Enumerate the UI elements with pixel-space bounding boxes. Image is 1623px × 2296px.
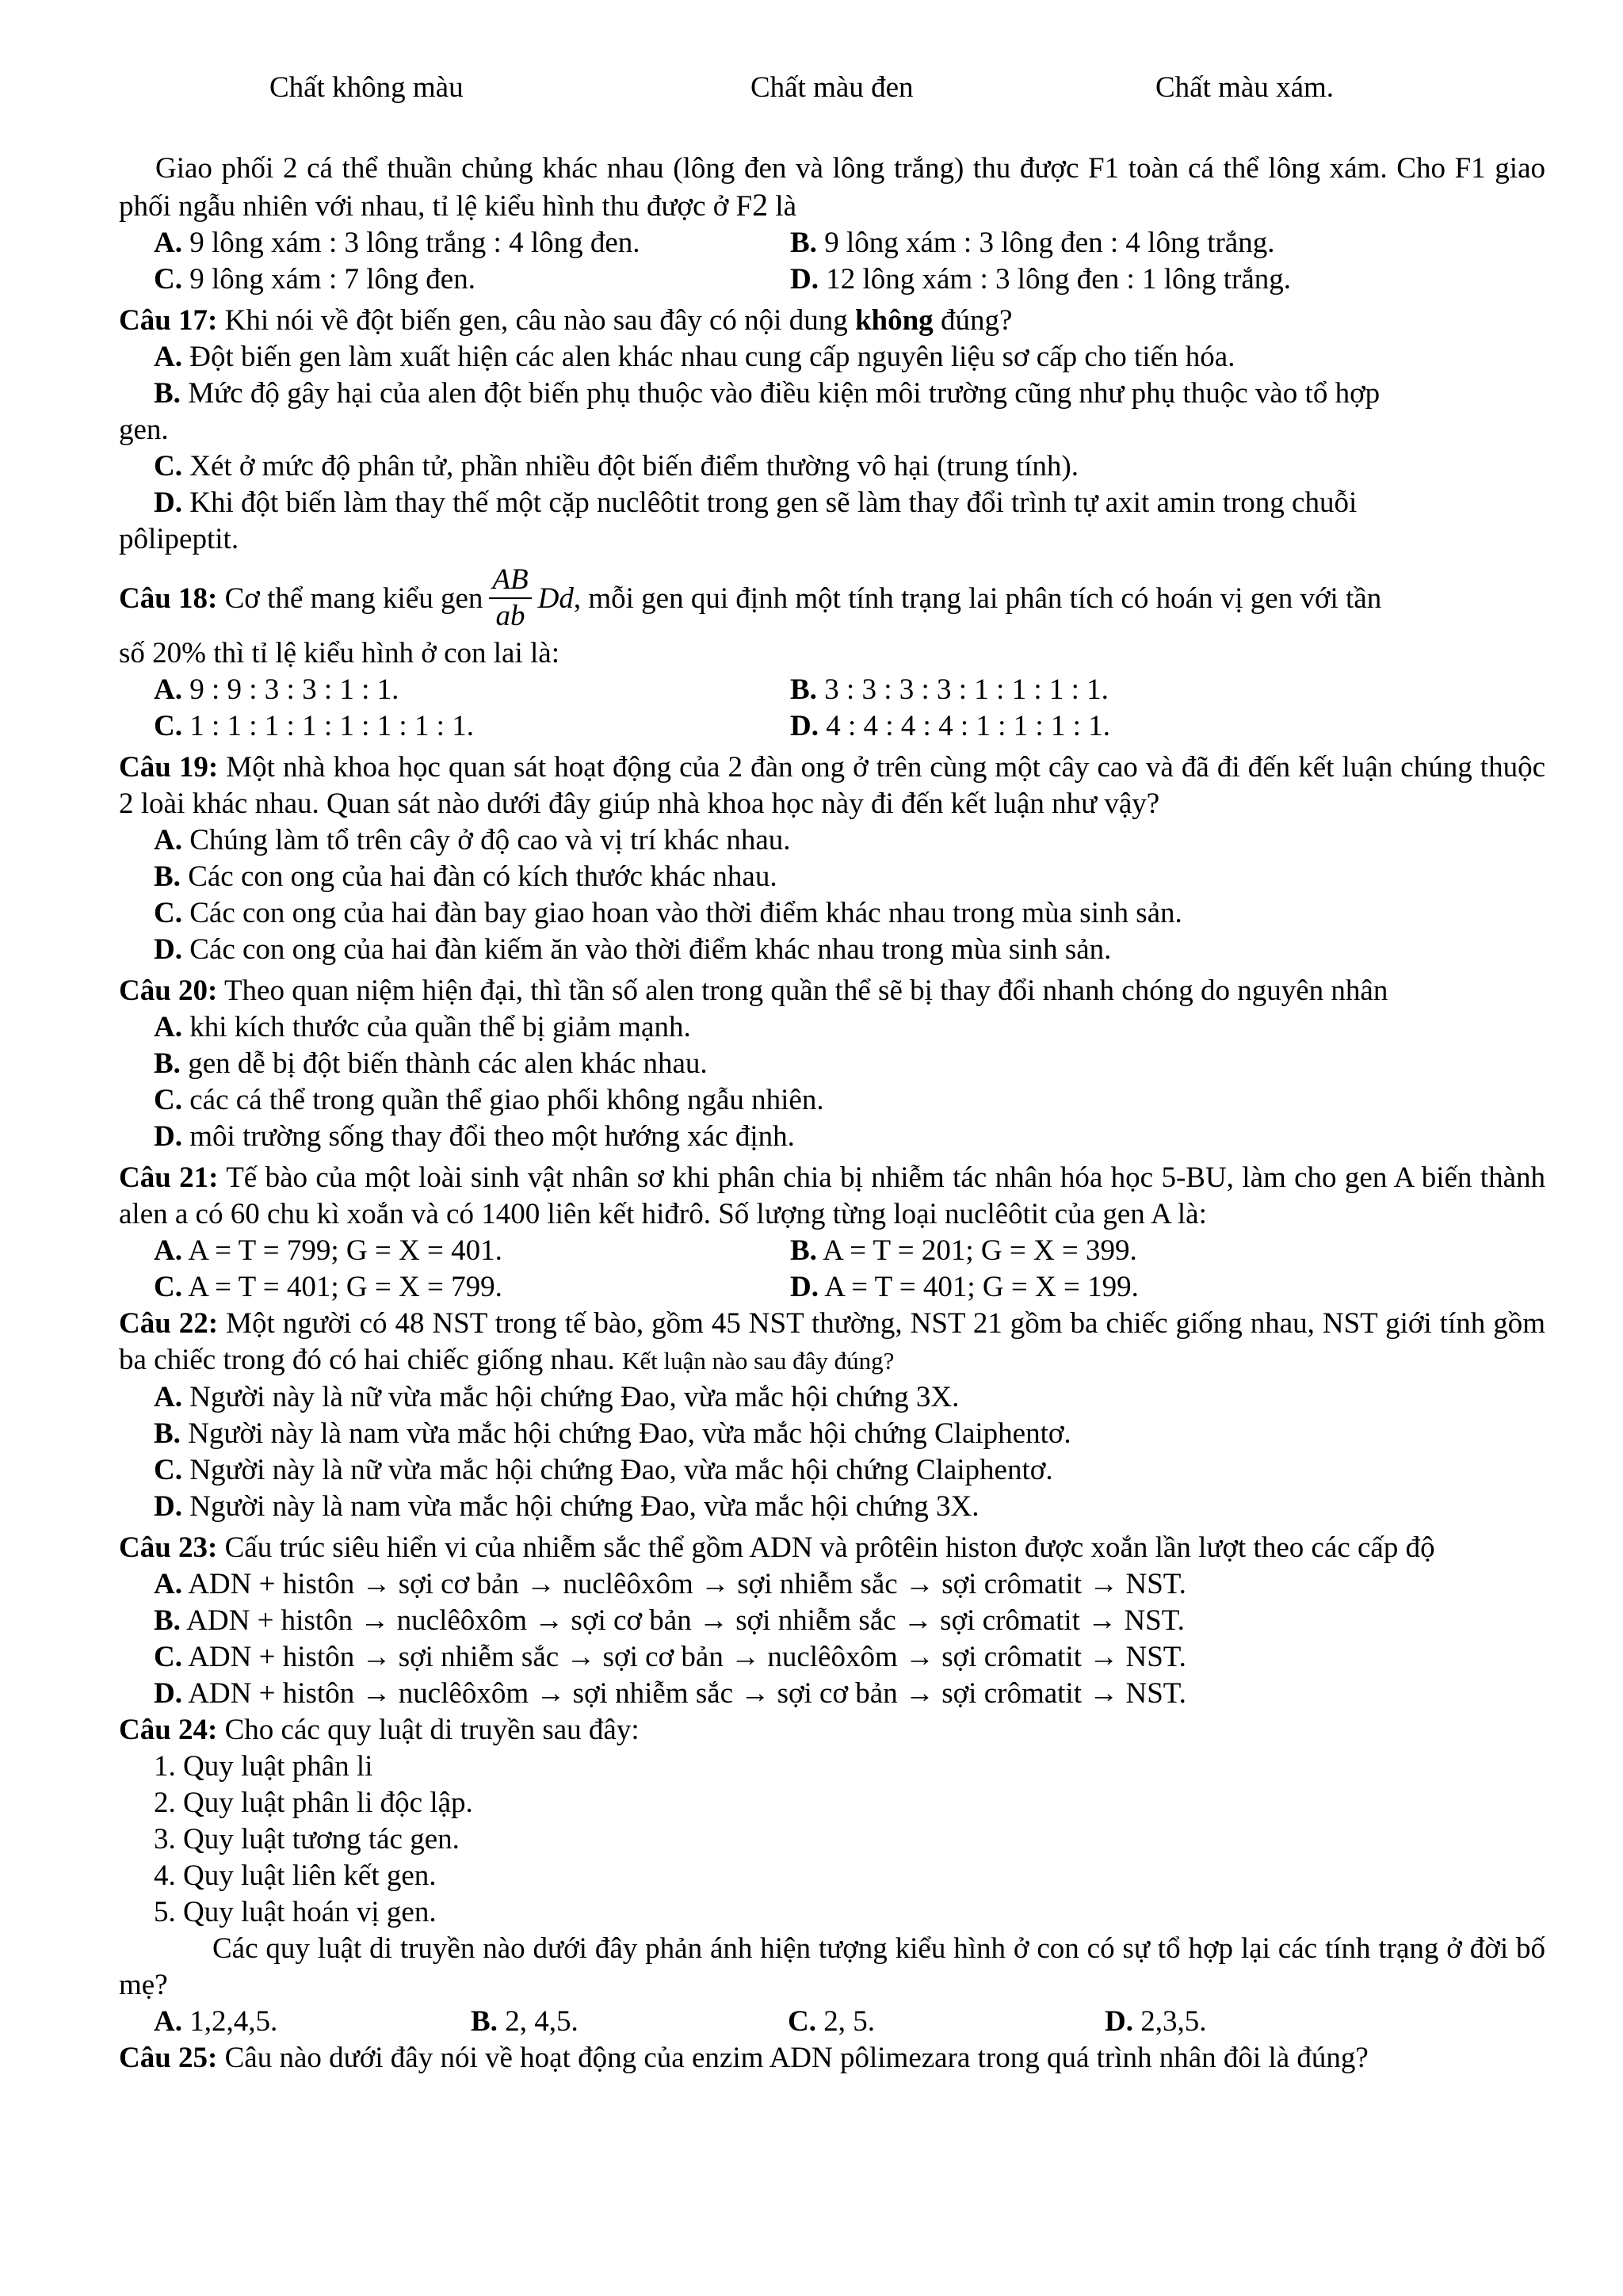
options-row: [154, 261, 1545, 298]
option-a: A. Đột biến gen làm xuất hiện các alen khác nhau cung cấp nguyên liệu sơ cấp cho tiến hóa.: [154, 341, 1235, 373]
option-c: C. 1 : 1 : 1 : 1 : 1 : 1 : 1 : 1.: [154, 710, 474, 742]
question-23: [119, 1530, 1545, 1712]
option-b: B. 9 lông xám : 3 lông đen : 4 lông trắng.: [790, 227, 1275, 259]
intro-text: Giao phối 2 cá thể thuần chủng khác nhau (lông đen và lông trắng) thu được F1 toàn cá thể lông xám. Cho F1 giao phối ngẫu nhiên với nhau, tỉ lệ kiểu hình thu được ở F2 là: [119, 152, 1546, 223]
option-d: D. 12 lông xám : 3 lông đen : 1 lông trắng.: [790, 263, 1292, 296]
law-item: 5. Quy luật hoán vị gen.: [154, 1896, 437, 1928]
law-item: 4. Quy luật liên kết gen.: [154, 1859, 437, 1892]
option-c: C. Các con ong của hai đàn bay giao hoan vào thời điểm khác nhau trong mùa sinh sản.: [154, 897, 1182, 929]
law-item: 1. Quy luật phân li: [154, 1750, 373, 1783]
options-row: [154, 1233, 1545, 1269]
question-text-cont: số 20% thì tỉ lệ kiểu hình ở con lai là:: [119, 637, 559, 669]
law-item: 2. Quy luật phân li độc lập.: [154, 1787, 473, 1819]
option-c: C. A = T = 401; G = X = 799.: [154, 1271, 502, 1303]
question-20: [119, 973, 1545, 1155]
options-row: [154, 672, 1545, 708]
option-c: C. các cá thể trong quần thể giao phối không ngẫu nhiên.: [154, 1084, 824, 1116]
question-text: Câu 25: Câu nào dưới đây nói về hoạt động của enzim ADN pôlimezara trong quá trình nhân đôi là đúng?: [119, 2042, 1369, 2074]
option-a: A. Chúng làm tổ trên cây ở độ cao và vị trí khác nhau.: [154, 824, 791, 856]
option-a: A. Người này là nữ vừa mắc hội chứng Đao, vừa mắc hội chứng 3X.: [154, 1381, 960, 1413]
option-d: D. Người này là nam vừa mắc hội chứng Đao, vừa mắc hội chứng 3X.: [154, 1490, 980, 1523]
question-prompt: Các quy luật di truyền nào dưới đây phản ánh hiện tượng kiểu hình ở con có sự tổ hợp lại các tính trạng ở đời bố mẹ?: [119, 1932, 1545, 2001]
question-25: [119, 2040, 1545, 2077]
options-row: [154, 1269, 1545, 1306]
exam-content: [119, 151, 1545, 2077]
option-b: B. 2, 4,5.: [471, 2005, 579, 2038]
colorless-label: Chất không màu: [269, 71, 464, 104]
option-b: B. Mức độ gây hại của alen đột biến phụ thuộc vào điều kiện môi trường cũng như phụ thuộc vào tổ hợp: [154, 377, 1381, 410]
option-d: D. 2,3,5.: [1105, 2005, 1207, 2038]
question-24: [119, 1712, 1545, 2040]
option-d-cont: pôlipeptit.: [119, 523, 239, 555]
question-18: [119, 563, 1545, 745]
option-b: B. Người này là nam vừa mắc hội chứng Đao, vừa mắc hội chứng Claiphentơ.: [154, 1417, 1071, 1450]
option-c: C. Người này là nữ vừa mắc hội chứng Đao, vừa mắc hội chứng Claiphentơ.: [154, 1454, 1053, 1486]
option-c: C. ADN + histôn → sợi nhiễm sắc → sợi cơ bản → nuclêôxôm → sợi crômatit → NST.: [154, 1641, 1186, 1673]
option-b-cont: gen.: [119, 414, 169, 446]
option-c: C. 9 lông xám : 7 lông đen.: [154, 263, 475, 296]
question-intro: [119, 151, 1545, 298]
question-17: [119, 303, 1545, 558]
question-text: Câu 17: Khi nói về đột biến gen, câu nào sau đây có nội dung không đúng?: [119, 304, 1013, 337]
question-text: Câu 23: Cấu trúc siêu hiển vi của nhiễm sắc thể gồm ADN và prôtêin histon được xoắn lần lượt theo các cấp độ: [119, 1531, 1435, 1564]
option-c: C. Xét ở mức độ phân tử, phần nhiều đột biến điểm thường vô hại (trung tính).: [154, 450, 1079, 482]
question-text: Câu 19: Một nhà khoa học quan sát hoạt động của 2 đàn ong ở trên cùng một cây cao và đã đi đến kết luận chúng thuộc 2 loài khác nhau. Quan sát nào dưới đây giúp nhà khoa học này đi đến kết luận như vậy?: [119, 751, 1545, 820]
option-b: B. Các con ong của hai đàn có kích thước khác nhau.: [154, 860, 777, 893]
option-b: B. 3 : 3 : 3 : 3 : 1 : 1 : 1 : 1.: [790, 673, 1109, 706]
option-a: A. ADN + histôn → sợi cơ bản → nuclêôxôm → sợi nhiễm sắc → sợi crômatit → NST.: [154, 1568, 1186, 1600]
option-d: D. Các con ong của hai đàn kiếm ăn vào thời điểm khác nhau trong mùa sinh sản.: [154, 933, 1112, 966]
question-text: Câu 24: Cho các quy luật di truyền sau đây:: [119, 1714, 640, 1746]
law-item: 3. Quy luật tương tác gen.: [154, 1823, 460, 1855]
question-text: Câu 18: Cơ thể mang kiểu gen $\frac{AB}{ab}$ Dd, mỗi gen qui định một tính trạng lai phân tích có hoán vị gen với tần: [119, 563, 1382, 632]
option-d: D. 4 : 4 : 4 : 4 : 1 : 1 : 1 : 1.: [790, 710, 1110, 742]
question-19: [119, 749, 1545, 968]
options-row: [154, 708, 1545, 745]
subscript: 2: [752, 187, 769, 223]
option-b: B. ADN + histôn → nuclêôxôm → sợi cơ bản → sợi nhiễm sắc → sợi crômatit → NST.: [154, 1604, 1185, 1637]
options-row: [154, 2004, 1545, 2040]
option-a: A. khi kích thước của quần thể bị giảm mạnh.: [154, 1011, 691, 1043]
option-b: B. gen dễ bị đột biến thành các alen khác nhau.: [154, 1047, 708, 1080]
option-a: A. 1,2,4,5.: [154, 2005, 278, 2038]
question-22: [119, 1306, 1545, 1525]
option-d: D. môi trường sống thay đổi theo một hướng xác định.: [154, 1120, 795, 1153]
question-21: [119, 1160, 1545, 1306]
option-d: D. ADN + histôn → nuclêôxôm → sợi nhiễm sắc → sợi cơ bản → sợi crômatit → NST.: [154, 1677, 1186, 1710]
question-text: Câu 21: Tế bào của một loài sinh vật nhân sơ khi phân chia bị nhiễm tác nhân hóa học 5-BU, làm cho gen A biến thành alen a có 60 chu kì xoắn và có 1400 liên kết hiđrô. Số lượng từng loại nuclêôtit của gen A là:: [119, 1161, 1546, 1230]
option-b: B. A = T = 201; G = X = 399.: [790, 1234, 1137, 1267]
pigment-row: [0, 70, 1623, 106]
options-row: [154, 225, 1545, 261]
option-a: A. 9 : 9 : 3 : 3 : 1 : 1.: [154, 673, 399, 706]
question-text: Câu 20: Theo quan niệm hiện đại, thì tần số alen trong quần thể sẽ bị thay đổi nhanh chóng do nguyên nhân: [119, 974, 1388, 1007]
option-d: D. A = T = 401; G = X = 199.: [790, 1271, 1139, 1303]
option-c: C. 2, 5.: [788, 2005, 875, 2038]
question-text: Câu 22: Một người có 48 NST trong tế bào, gồm 45 NST thường, NST 21 gồm ba chiếc giống nhau, NST giới tính gồm ba chiếc trong đó có hai chiếc giống nhau. Kết luận nào sau đây đúng?: [119, 1307, 1545, 1376]
genotype-fraction: $\frac{AB}{ab}$: [489, 563, 531, 634]
gray-label: Chất màu xám.: [1155, 71, 1335, 104]
option-a: A. 9 lông xám : 3 lông trắng : 4 lông đen.: [154, 227, 640, 259]
black-label: Chất màu đen: [750, 71, 914, 104]
option-d: D. Khi đột biến làm thay thế một cặp nuclêôtit trong gen sẽ làm thay đổi trình tự axit amin trong chuỗi: [154, 486, 1358, 519]
option-a: A. A = T = 799; G = X = 401.: [154, 1234, 502, 1267]
